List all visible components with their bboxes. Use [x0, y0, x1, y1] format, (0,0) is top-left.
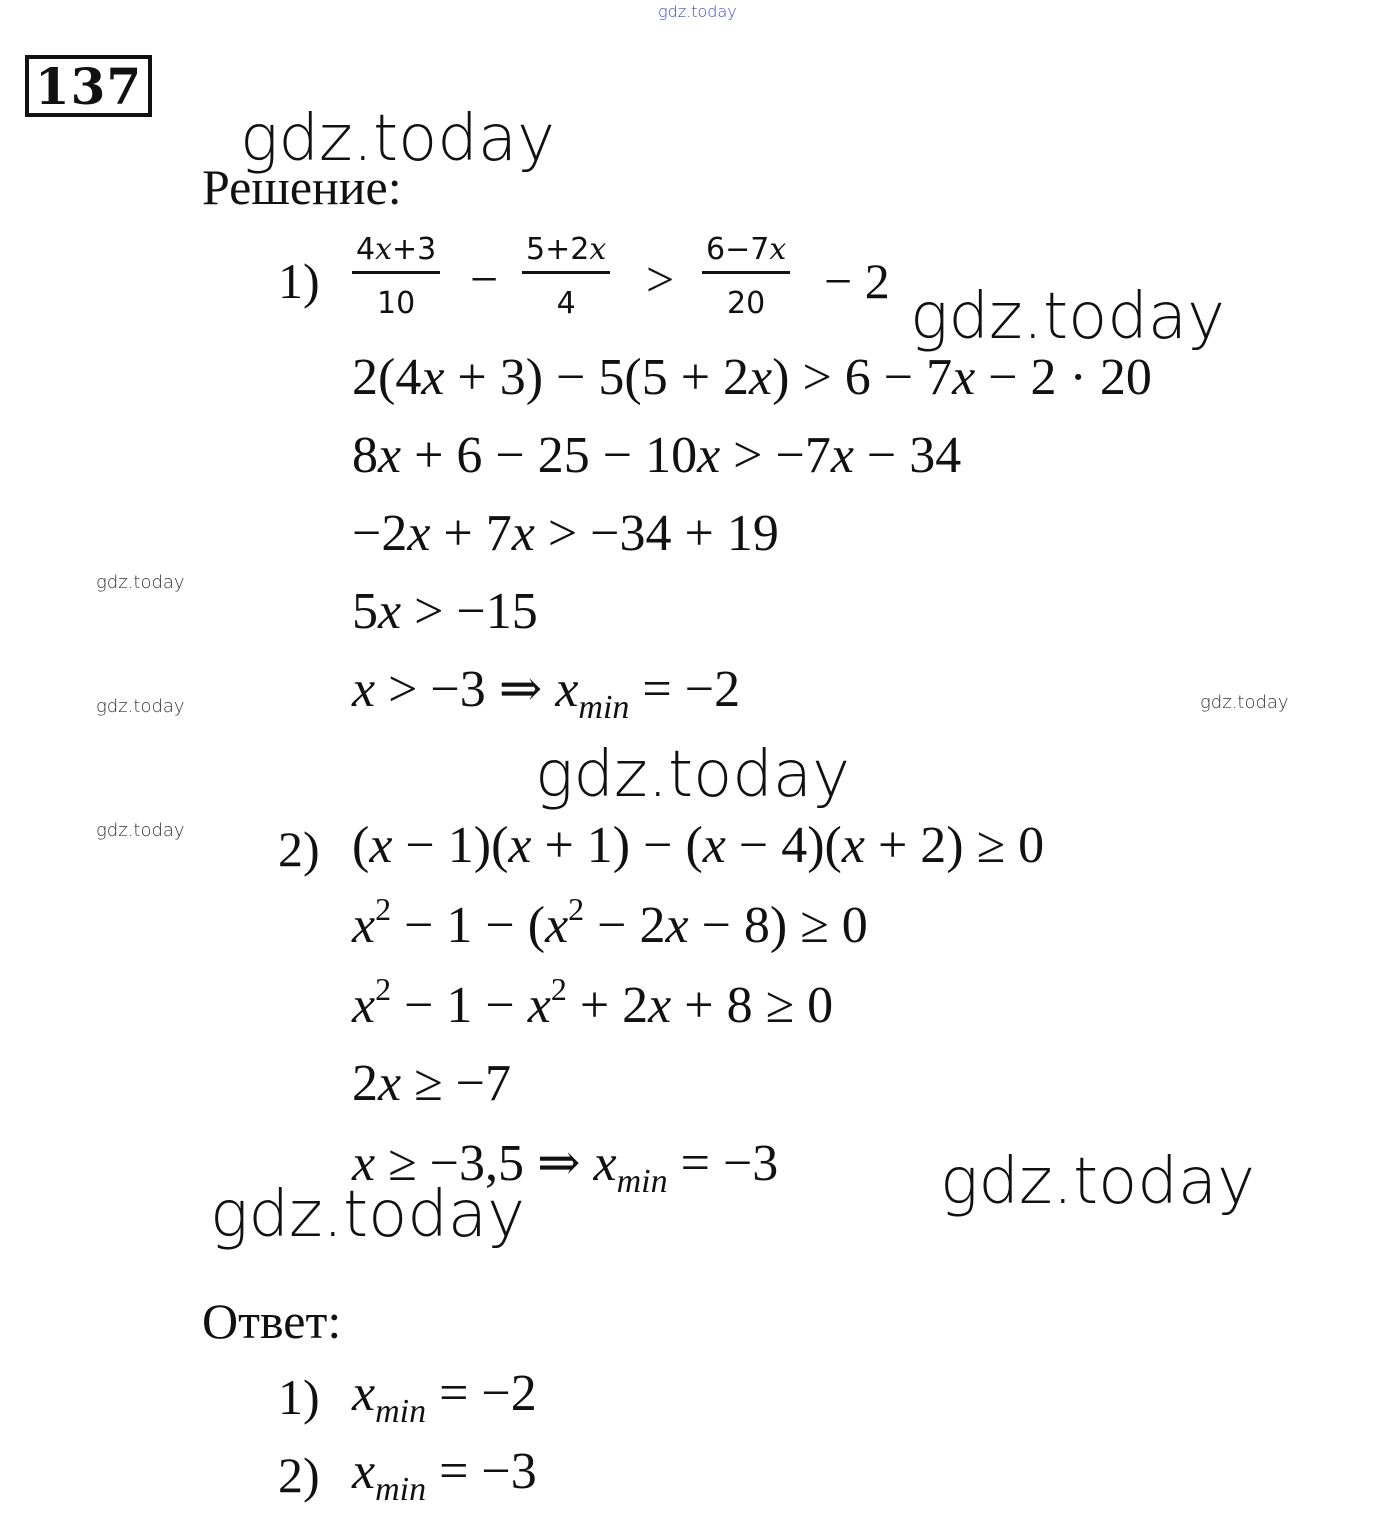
answer-2: $x_{min} = -3$ [352, 1443, 537, 1508]
equation-line: (x − 1)(x + 1) − (x − 4)(x + 2) ≥ 0 [352, 817, 1045, 874]
solution-heading: Решение: [202, 159, 402, 215]
operator: > [646, 251, 675, 307]
equation-line: 2(4x + 3) − 5(5 + 2x) > 6 − 7x − 2 · 20 [352, 349, 1152, 406]
answer-heading: Ответ: [202, 1293, 342, 1349]
part2-label: 2) [278, 821, 320, 877]
watermark: gdz.today [96, 696, 185, 717]
equation-line: 5x > −15 [352, 583, 538, 640]
fraction-1 [352, 232, 440, 321]
fraction-bar [522, 271, 610, 274]
fraction-bar [702, 271, 790, 274]
watermark: gdz.today [940, 1145, 1255, 1219]
watermark: gdz.today [658, 2, 737, 21]
equation-line: $x^2 - 1 - (x^2 - 2x - 8) \ge 0$ [352, 891, 868, 954]
watermark: gdz.today [96, 572, 185, 593]
equation-line: $x^2 - 1 - x^2 + 2x + 8 \ge 0$ [352, 971, 834, 1034]
watermark: gdz.today [240, 102, 555, 176]
fraction-2 [522, 232, 610, 321]
equation-line: −2x + 7x > −34 + 19 [352, 505, 779, 562]
equation-line: 8x + 6 − 25 − 10x > −7x − 34 [352, 427, 962, 484]
watermark: gdz.today [96, 820, 185, 841]
fraction-2-numerator: 5+2x [526, 232, 607, 267]
watermark: gdz.today [535, 738, 850, 812]
equation-line: x > −3 ⇒ $x_{min} = -2$ [352, 661, 741, 726]
part1-label: 1) [278, 253, 320, 309]
fraction-1-numerator: 4x+3 [356, 232, 437, 267]
problem-number: 137 [25, 55, 152, 117]
fraction-bar [352, 271, 440, 274]
fraction-3 [702, 232, 790, 321]
watermark: gdz.today [910, 280, 1225, 354]
watermark: gdz.today [1200, 692, 1289, 713]
equation-line: x ≥ −3,5 ⇒ $x_{min} = -3$ [352, 1135, 779, 1200]
operator: − [470, 251, 499, 307]
fraction-2-denominator: 4 [556, 286, 576, 321]
equation-line: 2x ≥ −7 [352, 1055, 511, 1112]
fraction-1-denominator: 10 [377, 286, 416, 321]
operator: − 2 [824, 253, 890, 309]
answer-1-label: 1) [278, 1369, 320, 1425]
answer-2-label: 2) [278, 1447, 320, 1503]
fraction-3-numerator: 6−7x [706, 232, 787, 267]
fraction-3-denominator: 20 [727, 286, 766, 321]
watermark: gdz.today [210, 1178, 525, 1252]
answer-1: $x_{min} = -2$ [352, 1365, 537, 1430]
